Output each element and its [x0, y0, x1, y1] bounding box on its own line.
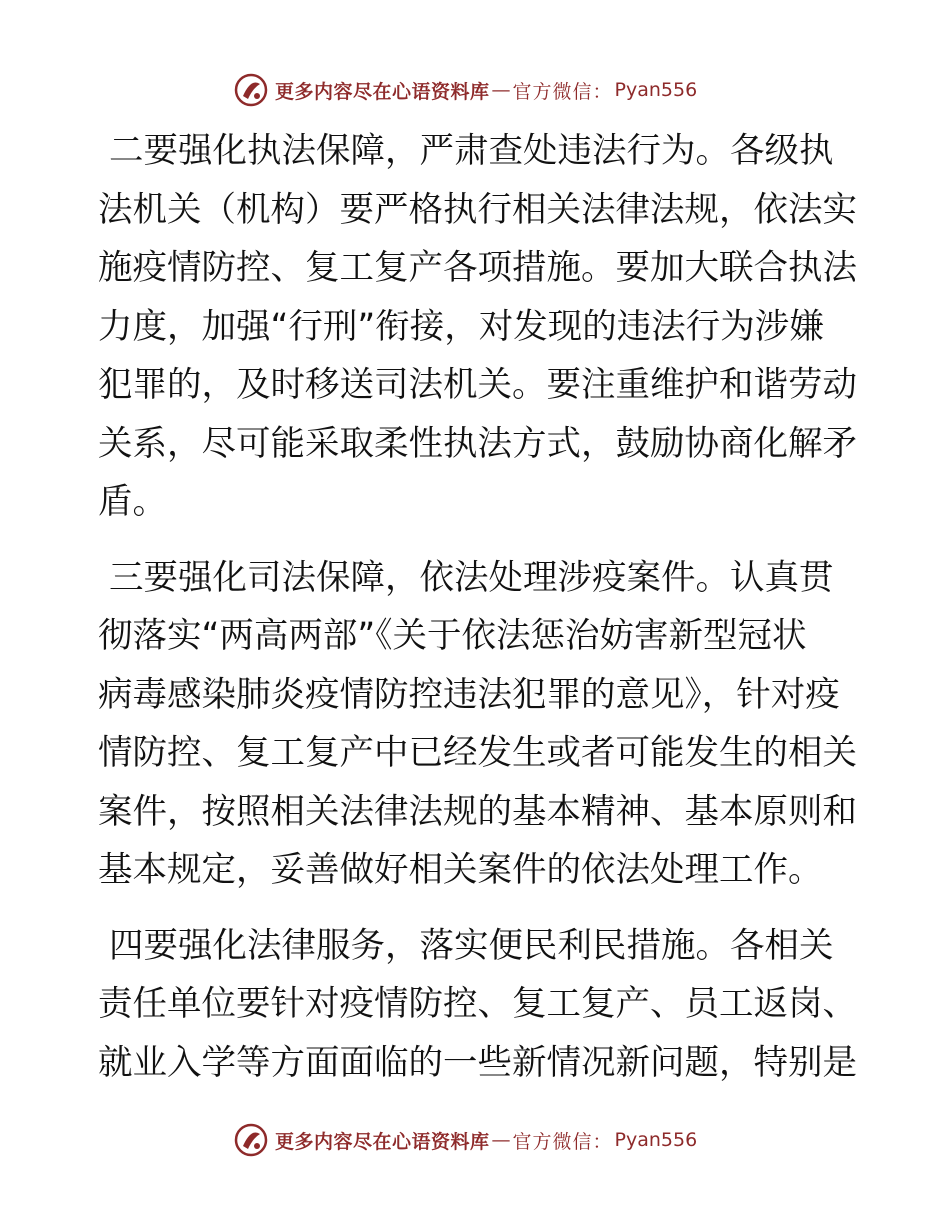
text-line: 彻落实“两高两部”《关于依法惩治妨害新型冠状	[98, 616, 807, 656]
text-line: 病毒感染肺炎疫情防控违法犯罪的意见》，针对疫	[98, 674, 840, 715]
text-line: 法机关（机构）要严格执行相关法律法规，依法实	[98, 189, 857, 230]
text-line: 基本规定，妥善做好相关案件的依法处理工作。	[98, 850, 823, 890]
banner-wechat-id: Pyan556	[614, 1129, 698, 1151]
banner-sub-text: 官方微信：	[512, 1130, 613, 1153]
text-line: 责任单位要针对疫情防控、复工复产、员工返岗、	[98, 984, 857, 1024]
paragraph	[98, 549, 857, 900]
banner-dash: —	[491, 79, 511, 101]
banner-main-text: 更多内容尽在心语资料库	[275, 1130, 490, 1153]
header-watermark-banner	[233, 70, 697, 110]
footer-watermark-banner	[233, 1120, 697, 1160]
banner-wechat-id: Pyan556	[614, 79, 698, 101]
text-line: 犯罪的，及时移送司法机关。要注重维护和谐劳动	[98, 365, 857, 405]
banner-main-text: 更多内容尽在心语资料库	[275, 80, 490, 103]
paragraph	[98, 122, 857, 532]
text-line: 四要强化法律服务，落实便民利民措施。各相关	[98, 925, 834, 966]
text-line: 案件，按照相关法律法规的基本精神、基本原则和	[98, 791, 857, 832]
seal-logo-icon	[233, 72, 269, 108]
paragraph	[98, 917, 857, 1093]
seal-logo-icon	[233, 1122, 269, 1158]
text-line: 三要强化司法保障，依法处理涉疫案件。认真贯	[98, 557, 834, 598]
text-line: 二要强化执法保障，严肃查处违法行为。各级执	[98, 131, 834, 171]
text-line: 情防控、复工复产中已经发生或者可能发生的相关	[98, 733, 857, 773]
document-body	[98, 122, 857, 1092]
banner-sub-text: 官方微信：	[512, 80, 613, 103]
text-line: 盾。	[98, 482, 167, 522]
text-line: 施疫情防控、复工复产各项措施。要加大联合执法	[98, 248, 857, 288]
banner-dash: —	[491, 1129, 511, 1151]
text-line: 就业入学等方面面临的一些新情况新问题，特别是	[98, 1042, 857, 1083]
text-line: 力度，加强“行刑”衔接，对发现的违法行为涉嫌	[98, 306, 824, 347]
text-line: 关系，尽可能采取柔性执法方式，鼓励协商化解矛	[98, 423, 857, 464]
